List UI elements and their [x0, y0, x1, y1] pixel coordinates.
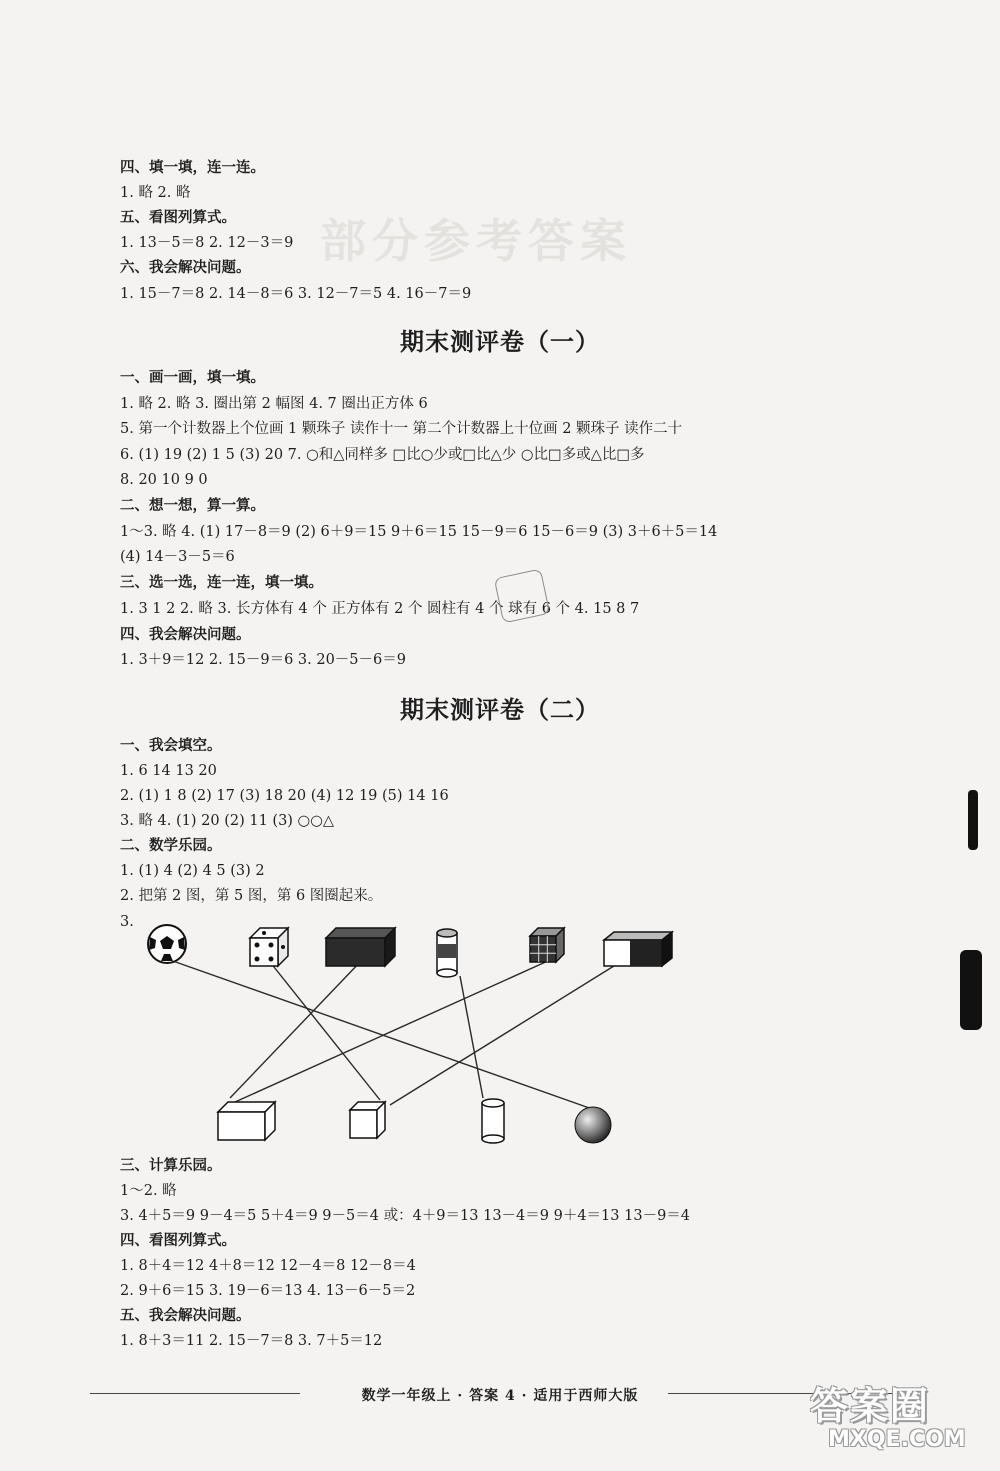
match-line [230, 960, 362, 1098]
sphere-icon [575, 1107, 611, 1143]
rubiks-cube-icon [530, 928, 564, 962]
brick-icon [326, 928, 395, 966]
section-heading: 一、画一画，填一填。 [120, 369, 265, 386]
answer-line: 3. 4＋5＝9 9－4＝5 5＋4＝9 9－5＝4 或：4＋9＝13 13－4＝9 9＋4＝13 13－9＝4 [120, 1208, 691, 1224]
bleed-through-text: 部分参考答案 [320, 214, 632, 268]
answer-line: 1. 3＋9＝12 2. 15－9＝6 3. 20－5－6＝9 [120, 652, 406, 668]
soccer-ball-icon [148, 925, 186, 963]
die-icon [250, 928, 288, 966]
answer-line: 8. 20 10 9 0 [120, 472, 208, 488]
answer-line: 1. 略 2. 略 3. 圈出第 2 幅图 4. 7 圈出正方体 6 [120, 396, 428, 412]
answer-line: 2. 9＋6＝15 3. 19－6＝13 4. 13－6－5＝2 [120, 1283, 416, 1299]
section-heading: 四、看图列算式。 [120, 1232, 236, 1249]
answer-line: 6. (1) 19 (2) 1 5 (3) 20 7. ○和△同样多 □比○少或□比△少 ○比□多或△比□多 [120, 447, 645, 463]
section-heading: 四、填一填，连一连。 [120, 159, 265, 176]
answer-line: 1～3. 略 4. (1) 17－8＝9 (2) 6＋9＝15 9＋6＝15 15－9＝6 15－6＝9 (3) 3＋6＋5＝14 [120, 524, 718, 540]
can-icon [437, 929, 457, 977]
page-footer: 数学一年级上 · 答案 4 · 适用于西师大版 [361, 1388, 639, 1404]
section-heading: 四、我会解决问题。 [120, 626, 251, 643]
section-heading: 五、看图列算式。 [120, 209, 236, 226]
answer-line: 3. [120, 914, 134, 930]
exam2-title: 期末测评卷（二） [400, 695, 600, 724]
answer-line: 1. 13－5＝8 2. 12－3＝9 [120, 235, 294, 251]
stamp-mark [494, 569, 551, 624]
answer-line: 1. 6 14 13 20 [120, 763, 217, 779]
section-heading: 一、我会填空。 [120, 737, 222, 754]
answer-line: 2. 把第 2 图，第 5 图，第 6 图圈起来。 [120, 888, 383, 904]
section-heading: 三、选一选，连一连，填一填。 [120, 574, 323, 591]
answer-line: 3. 略 4. (1) 20 (2) 11 (3) ○○△ [120, 813, 335, 829]
watermark-url: MXQE.COM [828, 1427, 966, 1452]
section-heading: 二、数学乐园。 [120, 837, 222, 854]
edge-mark [960, 950, 982, 1030]
answer-line: 1. 8＋3＝11 2. 15－7＝8 3. 7＋5＝12 [120, 1333, 383, 1349]
answer-line: 1. 略 2. 略 [120, 185, 191, 201]
answer-line: 5. 第一个计数器上个位画 1 颗珠子 读作十一 第二个计数器上十位画 2 颗珠子 读作二十 [120, 421, 683, 437]
exam1-title: 期末测评卷（一） [400, 327, 600, 356]
answer-line: (4) 14－3－5＝6 [120, 549, 235, 565]
edge-mark [968, 790, 978, 850]
section-heading: 五、我会解决问题。 [120, 1307, 251, 1324]
answer-line: 1. 15－7＝8 2. 14－8＝6 3. 12－7＝5 4. 16－7＝9 [120, 286, 472, 302]
section-heading: 三、计算乐园。 [120, 1157, 222, 1174]
answer-line: 1. 3 1 2 2. 略 3. 长方体有 4 个 正方体有 2 个 圆柱有 4 个 球有 6 个 4. 15 8 7 [120, 601, 640, 617]
answer-line: 1. 8＋4＝12 4＋8＝12 12－4＝8 12－8＝4 [120, 1258, 416, 1274]
watermark-title: 答案圈 [810, 1384, 931, 1428]
section-heading: 六、我会解决问题。 [120, 259, 251, 276]
cuboid-icon [218, 1102, 275, 1140]
answer-line: 1～2. 略 [120, 1183, 177, 1199]
watermark-logo [810, 1375, 995, 1467]
answer-line: 1. (1) 4 (2) 4 5 (3) 2 [120, 863, 265, 879]
matching-diagram [130, 920, 690, 1150]
match-line [235, 960, 550, 1102]
answer-line: 2. (1) 1 8 (2) 17 (3) 18 20 (4) 12 19 (5) 14 16 [120, 788, 449, 804]
cylinder-icon [482, 1099, 504, 1143]
cube-icon [350, 1102, 385, 1138]
match-line [460, 976, 483, 1098]
box-icon [604, 932, 672, 966]
section-heading: 二、想一想，算一算。 [120, 497, 265, 514]
